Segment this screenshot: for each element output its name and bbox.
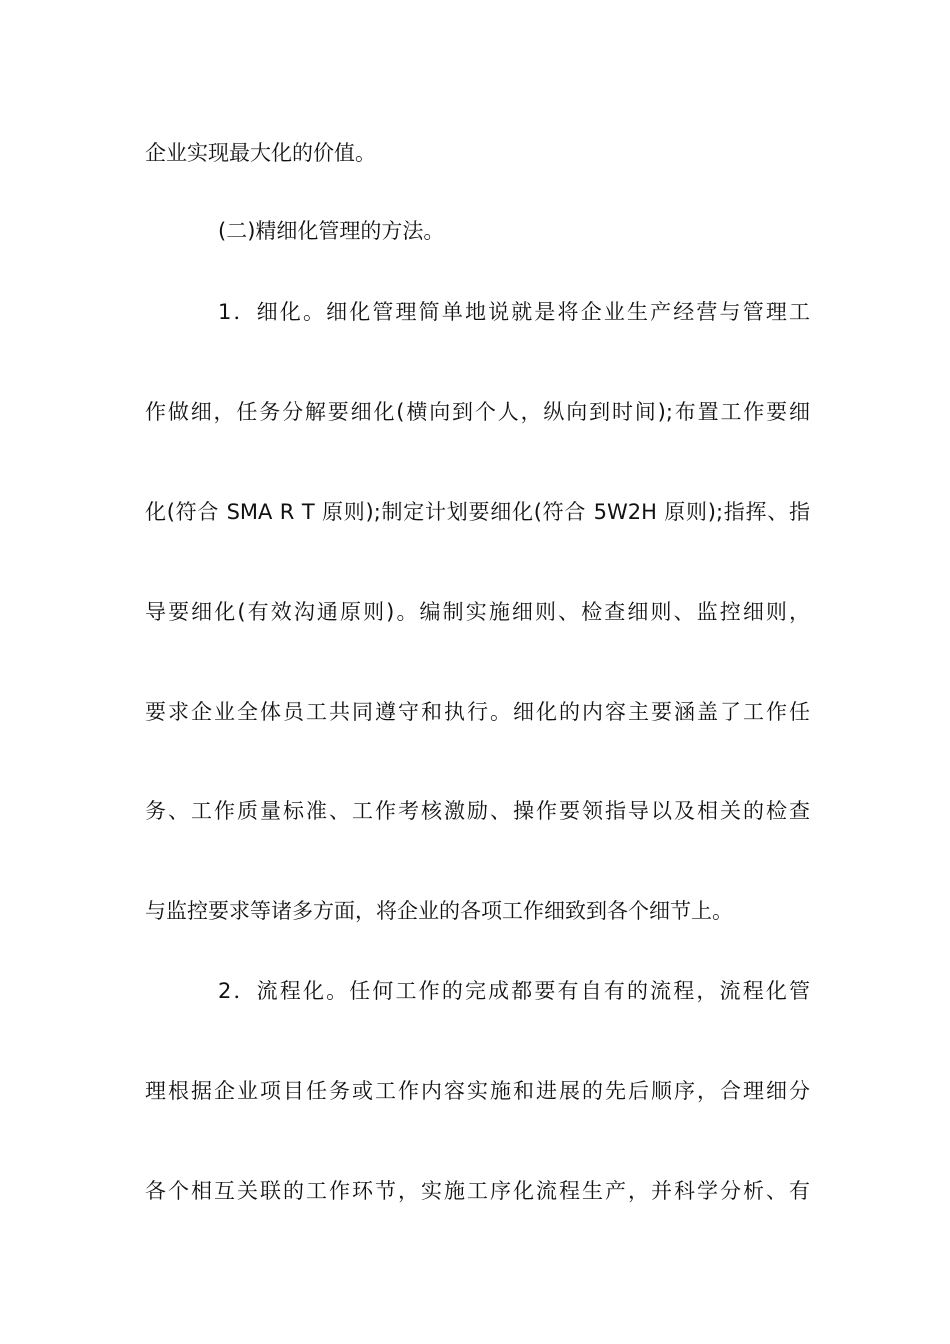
text-line: 企业实现最大化的价值。 xyxy=(145,141,376,165)
text-line: 要求企业全体员工共同遵守和执行。细化的内容主要涵盖了工作任 xyxy=(145,700,810,724)
text-line: 作做细，任务分解要细化(横向到个人，纵向到时间);布置工作要细 xyxy=(145,400,810,424)
text-line: 务、工作质量标准、工作考核激励、操作要领指导以及相关的检查 xyxy=(145,799,810,823)
text-line: 理根据企业项目任务或工作内容实施和进展的先后顺序，合理细分 xyxy=(145,1079,810,1103)
section-heading: (二)精细化管理的方法。 xyxy=(218,219,445,243)
list-item-heading: 1．细化。细化管理简单地说就是将企业生产经营与管理工 xyxy=(218,300,810,324)
text-line: 化(符合 SMA R T 原则);制定计划要细化(符合 5W2H 原则);指挥、指 xyxy=(145,500,810,524)
text-line: 各个相互关联的工作环节，实施工序化流程生产，并科学分析、有 xyxy=(145,1179,810,1203)
text-line: 导要细化(有效沟通原则)。编制实施细则、检查细则、监控细则， xyxy=(145,600,810,624)
list-item-heading: 2．流程化。任何工作的完成都要有自有的流程，流程化管 xyxy=(218,979,810,1003)
text-line: 与监控要求等诸多方面，将企业的各项工作细致到各个细节上。 xyxy=(145,899,733,923)
